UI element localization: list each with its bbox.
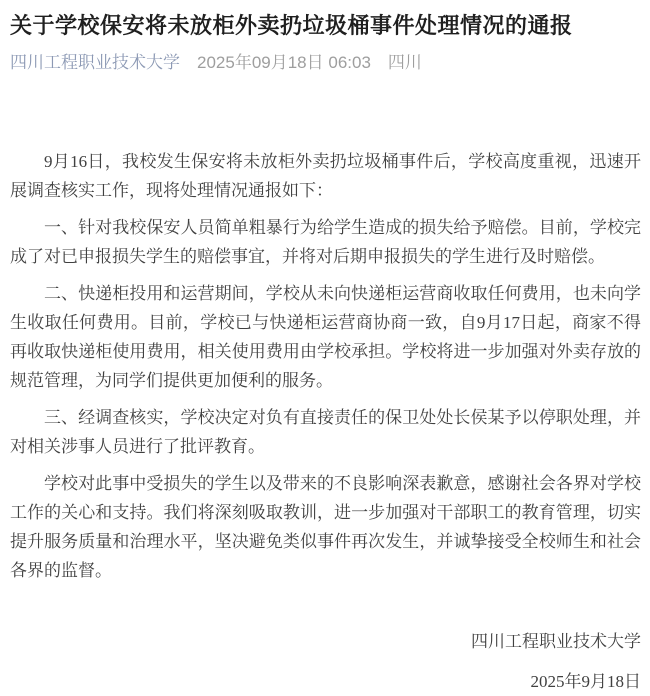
article-paragraph-item-2: 二、快递柜投用和运营期间，学校从未向快递柜运营商收取任何费用，也未向学生收取任何费用。目前，学校已与快递柜运营商协商一致，自9月17日起，商家不得再收取快递柜使用费用，相关使用费用由学校承担。学校将进一步加强对外卖存放的规范管理，为同学们提供更加便利的服务。	[10, 283, 641, 390]
publish-datetime: 2025年09月18日 06:03	[197, 52, 371, 72]
signature-date: 2025年9月18日	[530, 671, 641, 691]
article-meta	[10, 51, 641, 75]
article-title: 关于学校保安将未放柜外卖扔垃圾桶事件处理情况的通报	[10, 13, 573, 38]
publish-location: 四川	[387, 52, 422, 72]
article-paragraph-item-3: 三、经调查核实，学校决定对负有直接责任的保卫处处长侯某予以停职处理，并对相关涉事人员进行了批评教育。	[10, 407, 641, 456]
article-body	[10, 147, 641, 696]
signature-org: 四川工程职业技术大学	[471, 631, 641, 651]
article-paragraph-intro: 9月16日，我校发生保安将未放柜外卖扔垃圾桶事件后，学校高度重视，迅速开展调查核实工作，现将处理情况通报如下：	[10, 151, 641, 200]
article-paragraph-item-1: 一、针对我校保安人员简单粗暴行为给学生造成的损失给予赔偿。目前，学校完成了对已申报损失学生的赔偿事宜，并将对后期申报损失的学生进行及时赔偿。	[10, 217, 641, 266]
signature-block	[10, 627, 641, 696]
account-name-link[interactable]: 四川工程职业技术大学	[10, 52, 180, 72]
article-paragraph-closing: 学校对此事中受损失的学生以及带来的不良影响深表歉意，感谢社会各界对学校工作的关心和支持。我们将深刻吸取教训，进一步加强对干部职工的教育管理，切实提升服务质量和治理水平，坚决避免类似事件再次发生，并诚挚接受全校师生和社会各界的监督。	[10, 473, 641, 580]
